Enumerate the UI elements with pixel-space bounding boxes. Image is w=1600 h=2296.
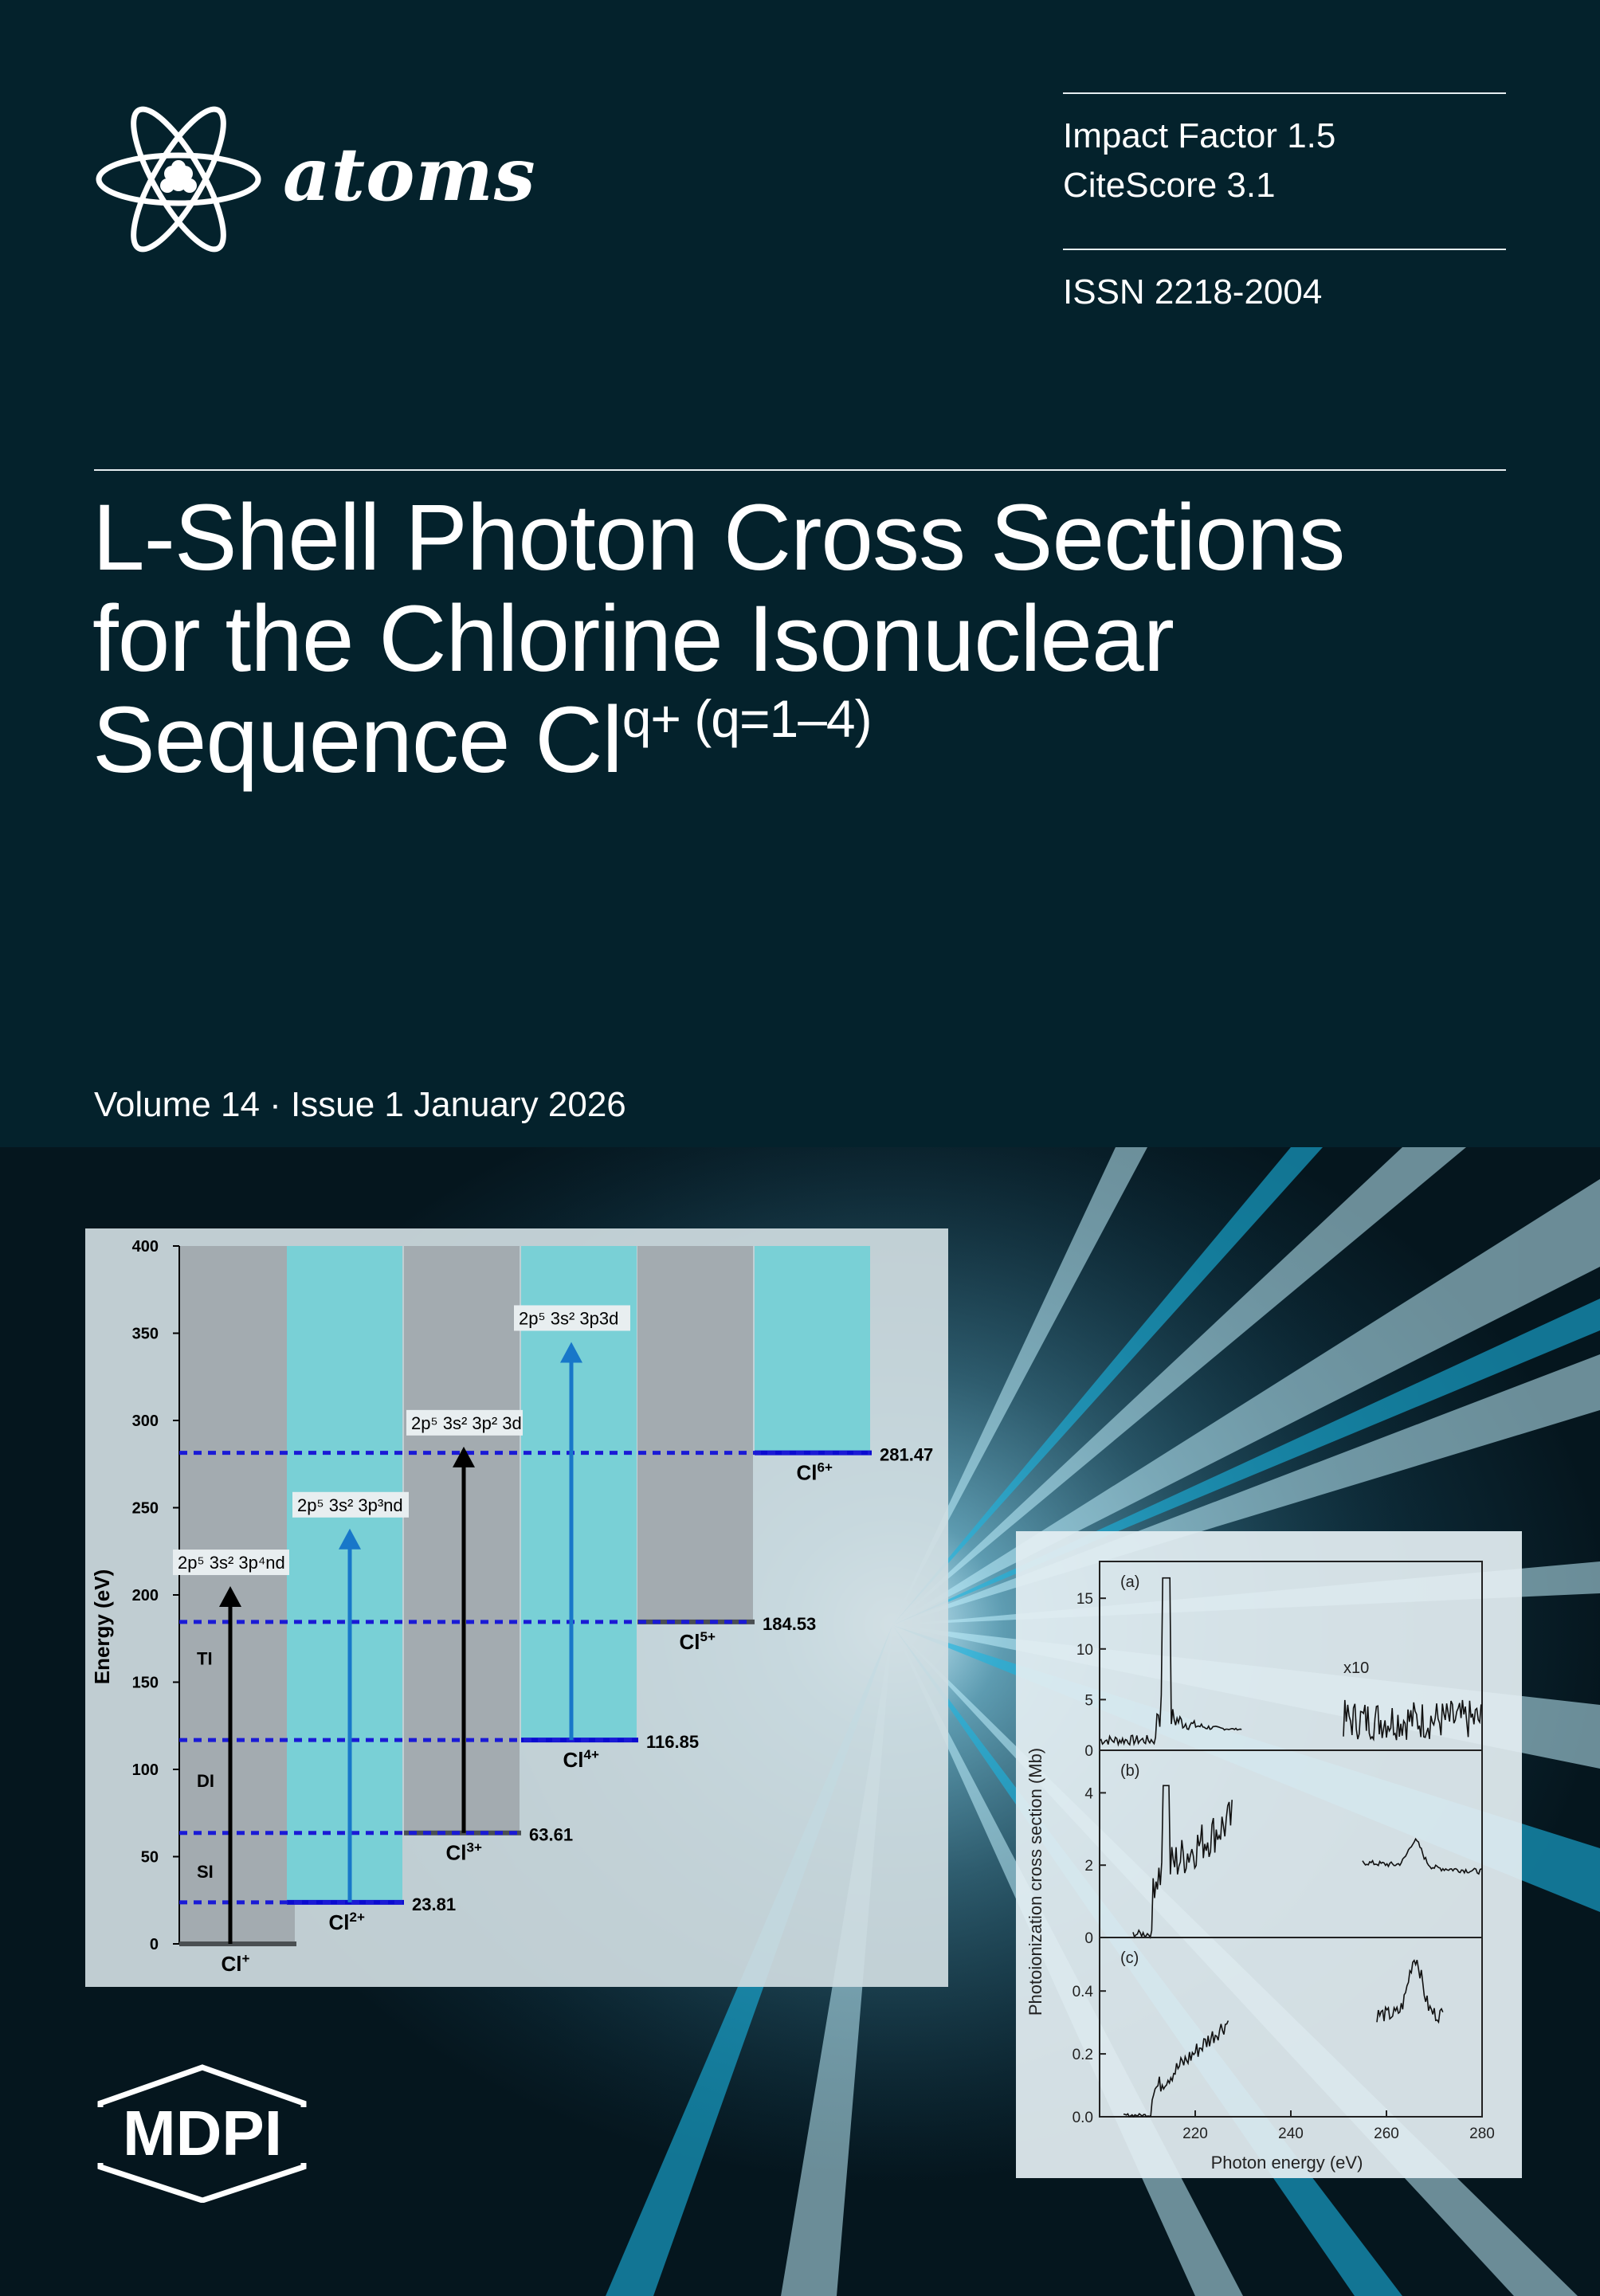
title-line-2: for the Chlorine Isonuclear — [92, 586, 1174, 692]
ion-label: $Cl^{2+}$ — [328, 1909, 365, 1934]
y-tick-label: 4 — [1084, 1785, 1093, 1803]
issn: ISSN 2218-2004 — [1063, 272, 1323, 311]
y-axis-label: Energy (eV) — [90, 1569, 114, 1685]
mdpi-logo-icon — [92, 2063, 312, 2203]
ion-label: $Cl^{6+}$ — [796, 1459, 833, 1485]
y-tick-label: 400 — [131, 1238, 159, 1256]
x-tick-label: 220 — [1182, 2126, 1208, 2142]
publisher-name: MDPI — [123, 2098, 282, 2169]
ion-value-label: 281.47 — [880, 1444, 934, 1465]
ion-value-label: 23.81 — [412, 1894, 457, 1914]
volume-issue: Volume 14 · Issue 1 January 2026 — [94, 1085, 626, 1124]
panel-annotation: x10 — [1343, 1659, 1370, 1677]
ion-value-label: 116.85 — [646, 1732, 700, 1753]
panel-label: (a) — [1120, 1573, 1140, 1591]
config-label: 2p⁵ 3s² 3p³nd — [297, 1495, 403, 1515]
y-tick-label: 300 — [131, 1412, 159, 1430]
ion-label: Cl+ — [221, 1951, 250, 1976]
title-superscript: q+ (q=1–4) — [622, 689, 872, 748]
metrics-top-rule — [1063, 92, 1506, 94]
energy-level-chart — [85, 1228, 948, 1987]
chart2-background — [1016, 1531, 1522, 2178]
x-tick-label: 260 — [1374, 2126, 1399, 2142]
y-tick-label: 0 — [1084, 1930, 1093, 1947]
y-tick-label: 15 — [1076, 1591, 1093, 1608]
panel-label: (b) — [1120, 1762, 1140, 1780]
journal-name: atoms — [283, 131, 536, 217]
config-label: 2p⁵ 3s² 3p² 3d — [411, 1412, 522, 1433]
y-tick-label: 0 — [149, 1936, 159, 1953]
y-tick-label: 50 — [140, 1848, 159, 1867]
ion-column-2 — [287, 1246, 402, 1902]
config-label: 2p⁵ 3s² 3p3d — [519, 1308, 619, 1329]
ion-column-6 — [755, 1246, 870, 1453]
ion-label: $Cl^{5+}$ — [679, 1628, 716, 1654]
y-tick-label: 250 — [131, 1499, 159, 1518]
cross-section-chart — [1016, 1531, 1522, 2178]
y-tick-label: 350 — [131, 1325, 159, 1343]
y-tick-label: 200 — [131, 1587, 159, 1604]
impact-factor: Impact Factor 1.5 — [1063, 116, 1336, 155]
panel-label: (c) — [1120, 1949, 1139, 1967]
y-tick-label: 0.0 — [1072, 2110, 1093, 2126]
y-tick-label: 100 — [131, 1761, 159, 1779]
y-tick-label: 0 — [1084, 1743, 1093, 1760]
ionization-region-label: TI — [197, 1648, 213, 1669]
y-tick-label: 5 — [1084, 1692, 1093, 1710]
x-tick-label: 280 — [1469, 2126, 1495, 2142]
y-tick-label: 10 — [1076, 1641, 1093, 1659]
title-line-1: L-Shell Photon Cross Sections — [92, 485, 1345, 590]
x-axis-label-2: Photon energy (eV) — [1210, 2153, 1363, 2173]
title-line-3 — [92, 690, 1527, 805]
article-title — [92, 485, 1527, 805]
ion-column-5 — [637, 1246, 753, 1622]
title-line-3-main: Sequence Cl — [92, 688, 622, 793]
ionization-region-label: DI — [197, 1770, 214, 1791]
ion-label: $Cl^{4+}$ — [563, 1747, 599, 1773]
metrics-middle-rule — [1063, 249, 1506, 250]
y-axis-label-2: Photoionization cross section (Mb) — [1025, 1747, 1045, 2016]
ionization-region-label: SI — [197, 1861, 214, 1882]
y-tick-label: 0.2 — [1072, 2047, 1093, 2064]
ion-value-label: 184.53 — [763, 1613, 817, 1634]
y-tick-label: 2 — [1084, 1858, 1093, 1875]
ion-column-1 — [179, 1246, 295, 1944]
y-tick-label: 0.4 — [1072, 1984, 1093, 2001]
ion-value-label: 63.61 — [529, 1824, 574, 1845]
x-tick-label: 240 — [1278, 2126, 1304, 2142]
config-label: 2p⁵ 3s² 3p⁴nd — [178, 1553, 285, 1573]
title-rule — [94, 469, 1506, 471]
y-tick-label: 150 — [131, 1674, 159, 1692]
citescore: CiteScore 3.1 — [1063, 166, 1276, 205]
ion-label: $Cl^{3+}$ — [445, 1840, 482, 1865]
